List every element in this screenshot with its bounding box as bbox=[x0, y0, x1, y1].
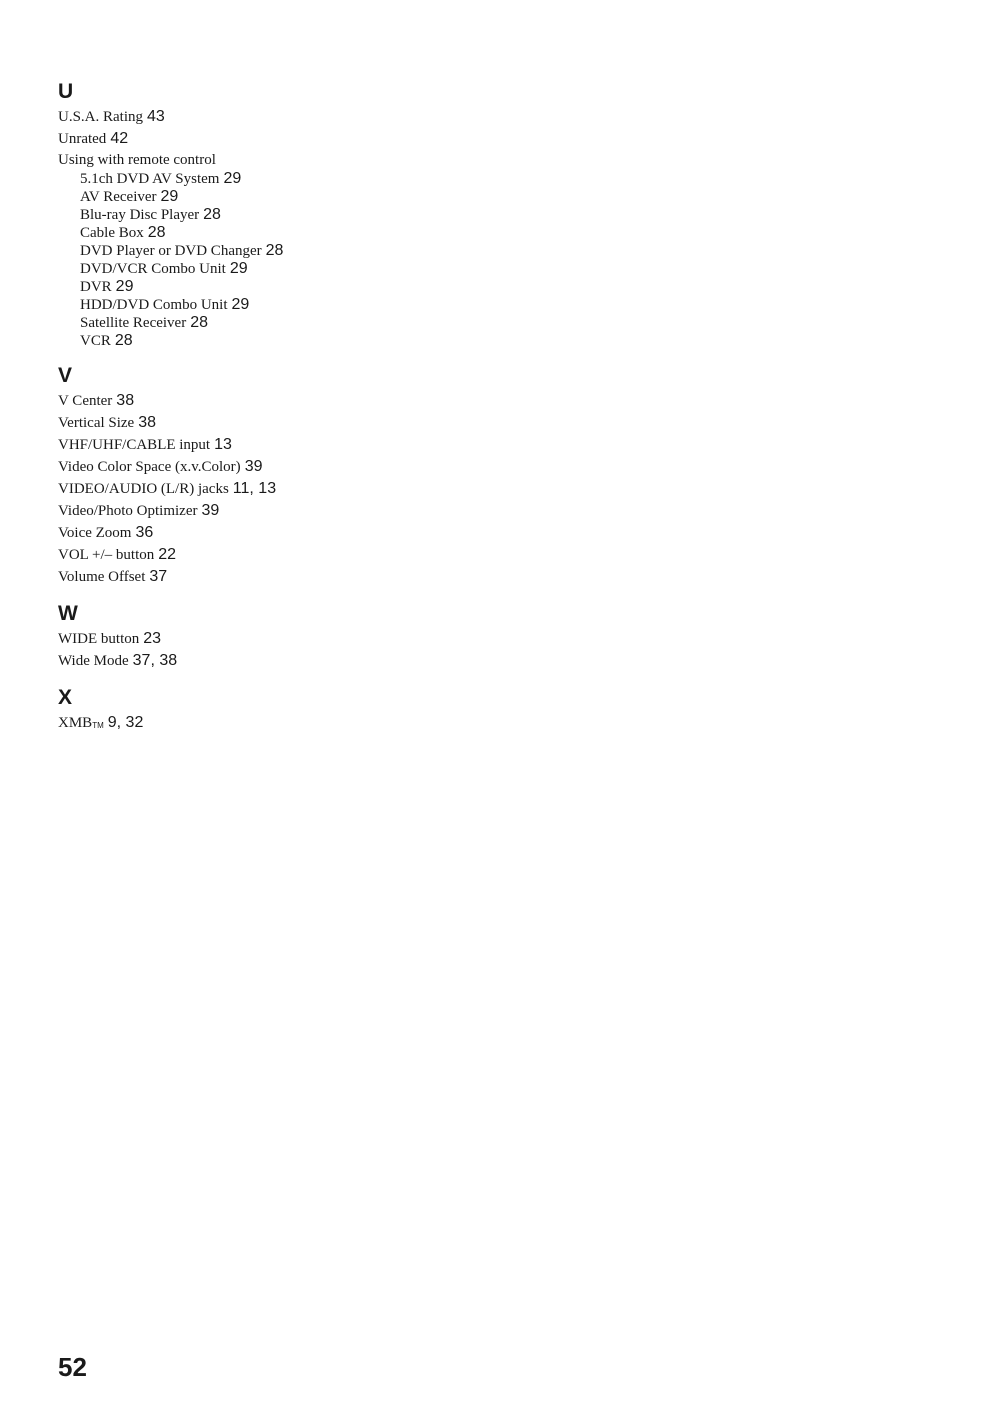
index-subentry bbox=[58, 296, 498, 314]
entry-term: Volume Offset bbox=[58, 569, 146, 585]
entry-pages: 37, 38 bbox=[132, 652, 178, 669]
entry-term: V Center bbox=[58, 393, 113, 409]
index-entry bbox=[58, 128, 498, 150]
index-subentry bbox=[58, 242, 498, 260]
entry-term: XMB bbox=[58, 715, 93, 731]
index-subentry bbox=[58, 224, 498, 242]
entry-pages: 29 bbox=[115, 278, 134, 295]
entry-pages: 38 bbox=[116, 392, 135, 409]
entry-pages: 9, 32 bbox=[107, 714, 144, 731]
section-x bbox=[58, 686, 498, 736]
index-entry bbox=[58, 712, 498, 736]
entry-term: U.S.A. Rating bbox=[58, 109, 144, 125]
index-entry bbox=[58, 412, 498, 434]
entry-term: WIDE button bbox=[58, 631, 140, 647]
entry-term: Vertical Size bbox=[58, 415, 135, 431]
entry-pages: 22 bbox=[158, 546, 177, 563]
entry-pages: 39 bbox=[244, 458, 263, 475]
entry-pages: 39 bbox=[201, 502, 220, 519]
index-entry bbox=[58, 628, 498, 650]
entry-term: Cable Box bbox=[80, 225, 144, 241]
entry-term: VHF/UHF/CABLE input bbox=[58, 437, 211, 453]
trademark-mark: TM bbox=[92, 721, 104, 730]
entry-term: Video Color Space (x.v.Color) bbox=[58, 459, 241, 475]
entry-pages: 28 bbox=[114, 332, 133, 349]
entry-pages: 29 bbox=[223, 170, 242, 187]
index-subentry bbox=[58, 314, 498, 332]
index-subentry bbox=[58, 170, 498, 188]
section-u bbox=[58, 80, 498, 350]
entry-pages: 11, 13 bbox=[232, 480, 277, 497]
entry-term: VIDEO/AUDIO (L/R) jacks bbox=[58, 481, 229, 497]
index-entry bbox=[58, 566, 498, 588]
section-letter: V bbox=[58, 364, 73, 387]
index-subentry bbox=[58, 188, 498, 206]
entry-pages: 38 bbox=[138, 414, 157, 431]
entry-term: Satellite Receiver bbox=[80, 315, 187, 331]
entry-term: DVR bbox=[80, 279, 112, 295]
index-entry bbox=[58, 544, 498, 566]
index-entry bbox=[58, 106, 498, 128]
entry-pages: 29 bbox=[231, 296, 250, 313]
entry-pages: 29 bbox=[229, 260, 248, 277]
index-entry bbox=[58, 478, 498, 500]
entry-pages: 36 bbox=[135, 524, 154, 541]
entry-pages: 28 bbox=[190, 314, 208, 331]
entry-term: DVD Player or DVD Changer bbox=[80, 243, 262, 259]
index-subentry bbox=[58, 260, 498, 278]
entry-term: HDD/DVD Combo Unit bbox=[80, 297, 228, 313]
index-entry bbox=[58, 500, 498, 522]
entry-term: Voice Zoom bbox=[58, 525, 132, 541]
entry-term: Wide Mode bbox=[58, 653, 129, 669]
entry-pages: 42 bbox=[110, 130, 129, 147]
entry-pages: 23 bbox=[143, 630, 162, 647]
entry-pages: 28 bbox=[203, 206, 221, 223]
entry-pages: 13 bbox=[214, 436, 232, 453]
section-letter: W bbox=[58, 602, 78, 625]
page-number: 52 bbox=[58, 1352, 87, 1382]
entry-term: Blu-ray Disc Player bbox=[80, 207, 200, 223]
entry-term: DVD/VCR Combo Unit bbox=[80, 261, 226, 277]
entry-pages: 28 bbox=[265, 242, 284, 259]
entry-pages: 37 bbox=[149, 568, 168, 585]
entry-term: Using with remote control bbox=[58, 152, 216, 168]
entry-term: 5.1ch DVD AV System bbox=[80, 171, 220, 187]
index-list bbox=[58, 80, 498, 750]
index-subentry bbox=[58, 206, 498, 224]
entry-term: AV Receiver bbox=[80, 189, 157, 205]
section-v bbox=[58, 364, 498, 588]
entry-pages: 29 bbox=[160, 188, 179, 205]
index-entry bbox=[58, 456, 498, 478]
index-subentry bbox=[58, 278, 498, 296]
entry-pages: 28 bbox=[147, 224, 166, 241]
entry-term: VCR bbox=[80, 333, 111, 349]
entry-term: Video/Photo Optimizer bbox=[58, 503, 198, 519]
section-w bbox=[58, 602, 498, 672]
index-entry bbox=[58, 150, 498, 170]
index-entry bbox=[58, 650, 498, 672]
index-subentry bbox=[58, 332, 498, 350]
section-letter: X bbox=[58, 686, 73, 709]
entry-term: Unrated bbox=[58, 131, 107, 147]
index-entry bbox=[58, 390, 498, 412]
section-letter: U bbox=[58, 80, 74, 103]
entry-term: VOL +/– button bbox=[58, 547, 155, 563]
index-entry bbox=[58, 522, 498, 544]
index-entry bbox=[58, 434, 498, 456]
entry-pages: 43 bbox=[147, 108, 165, 125]
